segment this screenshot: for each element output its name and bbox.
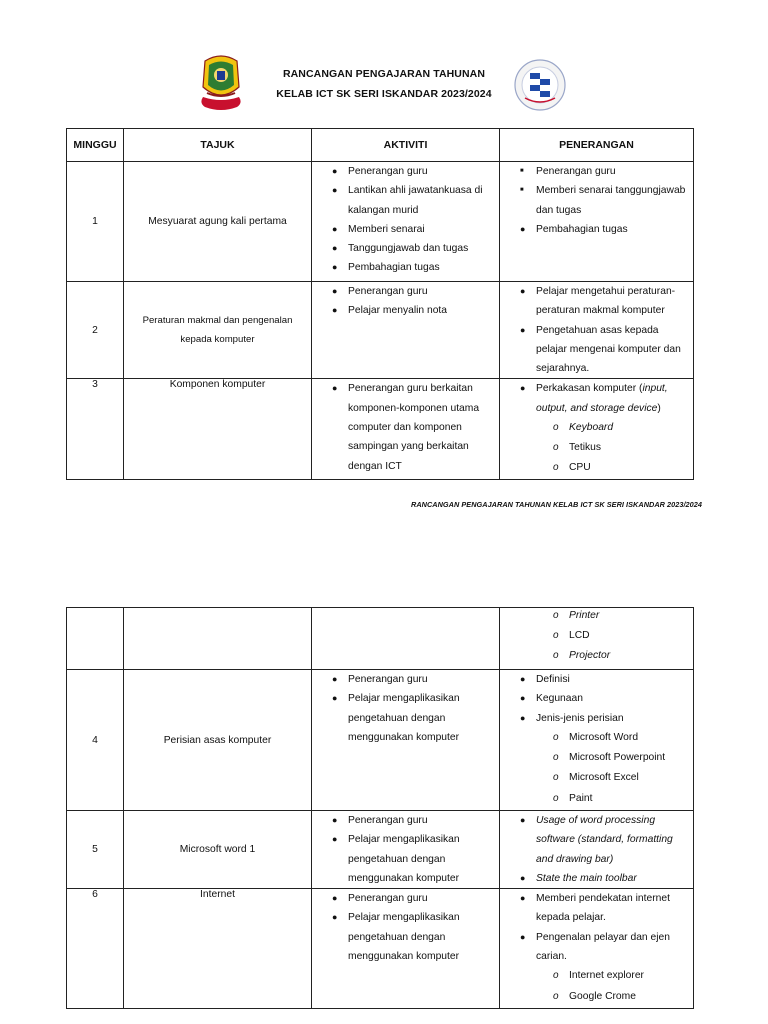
sub-list-item — [500, 728, 693, 748]
list-item — [312, 689, 499, 747]
week-number: 4 — [67, 670, 124, 811]
bullet-icon: ● — [332, 185, 338, 196]
explanation-text: Memberi pendekatan internet kepada pelajar. — [536, 893, 670, 924]
circle-bullet-icon: o — [553, 442, 559, 454]
sub-item-text: Internet explorer — [569, 970, 644, 982]
list-item — [500, 670, 693, 689]
lesson-plan-table-part-1 — [66, 128, 694, 480]
circle-bullet-icon: o — [553, 630, 559, 642]
sub-item-text: Paint — [569, 792, 593, 804]
explanation-cell — [500, 889, 694, 1009]
sub-item-text: LCD — [569, 630, 590, 642]
bullet-icon: ● — [332, 693, 338, 704]
activity-text: Tanggungjawab dan tugas — [348, 243, 469, 255]
week-number: 5 — [67, 811, 124, 889]
bullet-icon: ● — [520, 324, 526, 335]
topic: Mesyuarat agung kali pertama — [124, 162, 312, 282]
sub-item-text: Tetikus — [569, 442, 602, 454]
explanation-text: Kegunaan — [536, 693, 583, 705]
week-number: 1 — [67, 162, 124, 282]
table-row — [67, 162, 694, 282]
activity-text: Pelajar menyalin nota — [348, 305, 448, 317]
week-number: 6 — [67, 889, 124, 1009]
list-item — [500, 282, 693, 321]
explanation-text: State the main toolbar — [536, 872, 637, 884]
activity-text: Penerangan guru berkaitan komponen-komponen utama computer dan komponen sampingan yang berkaitan dengan ICT — [348, 383, 480, 472]
sub-list-item — [500, 748, 693, 768]
bullet-icon: ● — [332, 262, 338, 273]
explanation-cell — [500, 811, 694, 889]
running-footer: RANCANGAN PENGAJARAN TAHUNAN KELAB ICT SK SERI ISKANDAR 2023/2024 — [411, 500, 702, 509]
activity-text: Pelajar mengaplikasikan pengetahuan dengan menggunakan komputer — [348, 693, 460, 743]
sub-item-text: CPU — [569, 462, 591, 474]
sub-item-text: Keyboard — [569, 422, 614, 434]
table-row — [67, 811, 694, 889]
bullet-icon: ● — [332, 166, 338, 176]
topic: Perisian asas komputer — [124, 670, 312, 811]
sub-list-item — [500, 789, 693, 809]
bullet-icon: ● — [520, 383, 526, 394]
activity-cell — [312, 162, 500, 282]
bullet-icon: ● — [520, 815, 526, 825]
activity-cell — [312, 379, 500, 479]
topic: Microsoft word 1 — [124, 811, 312, 889]
explanation-italic-text: input, output, and storage device — [536, 383, 668, 414]
activity-cell — [312, 282, 500, 379]
list-item — [500, 379, 693, 418]
week-number: 2 — [67, 282, 124, 379]
bullet-icon: ● — [332, 815, 338, 825]
bullet-icon: ● — [520, 872, 526, 883]
table-row — [67, 889, 694, 1009]
week-number — [67, 608, 124, 670]
explanation-cell — [500, 282, 694, 379]
circle-bullet-icon: o — [553, 610, 559, 621]
sub-list-item — [500, 458, 693, 478]
list-item — [500, 181, 693, 220]
explanation-text: Memberi senarai tanggungjawab dan tugas — [536, 185, 686, 216]
sub-item-text: Microsoft Excel — [569, 772, 639, 784]
sub-list-item — [500, 626, 693, 646]
topic — [124, 608, 312, 670]
list-item — [500, 162, 693, 181]
table-header-row — [67, 129, 694, 162]
explanation-text: Perkakasan komputer ( — [536, 383, 643, 395]
explanation-text: Pengetahuan asas kepada pelajar mengenai komputer dan sejarahnya. — [536, 324, 681, 375]
sub-list-item — [500, 987, 693, 1007]
explanation-text: Pembahagian tugas — [536, 223, 628, 235]
activity-text: Penerangan guru — [348, 893, 428, 905]
explanation-text: Pengenalan pelayar dan ejen carian. — [536, 931, 670, 963]
list-item — [312, 811, 499, 830]
sub-list-item — [500, 966, 693, 986]
list-item — [312, 908, 499, 966]
activity-cell — [312, 608, 500, 670]
activity-text: Penerangan guru — [348, 166, 428, 177]
explanation-cell — [500, 608, 694, 670]
sub-list-item — [500, 768, 693, 788]
explanation-text: Pelajar mengetahui peraturan-peraturan makmal komputer — [536, 286, 676, 317]
bullet-icon: ● — [520, 286, 526, 296]
header-aktiviti: AKTIVITI — [312, 129, 500, 162]
list-item — [500, 220, 693, 239]
list-item — [312, 282, 499, 301]
bullet-icon: ● — [520, 931, 526, 942]
activity-text: Pembahagian tugas — [348, 262, 440, 274]
list-item — [312, 830, 499, 888]
activity-text: Lantikan ahli jawatankuasa di kalangan murid — [348, 185, 483, 216]
explanation-cell — [500, 162, 694, 282]
list-item — [500, 928, 693, 967]
circle-bullet-icon: o — [553, 462, 559, 474]
bullet-icon: ● — [332, 674, 338, 684]
sub-item-text: Projector — [569, 650, 611, 662]
activity-text: Penerangan guru — [348, 674, 428, 685]
square-bullet-icon: ■ — [520, 168, 524, 174]
circle-bullet-icon: o — [553, 752, 559, 764]
activity-text: Memberi senarai — [348, 223, 425, 235]
sub-item-text: Printer — [569, 610, 600, 621]
bullet-icon: ● — [520, 693, 526, 704]
bullet-icon: ● — [332, 305, 338, 316]
title-line-1: RANCANGAN PENGAJARAN TAHUNAN — [282, 68, 486, 80]
explanation-text: Penerangan guru — [536, 166, 616, 177]
header-penerangan: PENERANGAN — [500, 129, 694, 162]
explanation-cell — [500, 670, 694, 811]
table-row — [67, 379, 694, 479]
sub-list-item — [500, 438, 693, 458]
sub-list-item — [500, 646, 693, 666]
circle-bullet-icon: o — [553, 650, 559, 662]
bullet-icon: ● — [332, 834, 338, 845]
explanation-cell — [500, 379, 694, 479]
sub-item-text: Microsoft Powerpoint — [569, 752, 666, 764]
explanation-text: Jenis-jenis perisian — [536, 712, 624, 724]
circle-bullet-icon: o — [553, 990, 559, 1002]
sub-item-text: Google Crome — [569, 990, 636, 1002]
circle-bullet-icon: o — [553, 792, 559, 804]
list-item — [312, 889, 499, 908]
topic: Internet — [124, 889, 312, 1009]
bullet-icon: ● — [520, 674, 526, 684]
bullet-icon: ● — [332, 912, 338, 923]
explanation-text: ) — [657, 402, 661, 414]
circle-bullet-icon: o — [553, 731, 559, 743]
activity-cell — [312, 670, 500, 811]
list-item — [500, 811, 693, 869]
bullet-icon: ● — [332, 893, 338, 904]
bullet-icon: ● — [332, 243, 338, 254]
list-item — [312, 301, 499, 320]
list-item — [312, 670, 499, 689]
sub-item-text: Microsoft Word — [569, 731, 639, 743]
sub-list-item — [500, 606, 693, 626]
list-item — [500, 889, 693, 928]
bullet-icon: ● — [332, 286, 338, 296]
activity-cell — [312, 889, 500, 1009]
header-tajuk: TAJUK — [124, 129, 312, 162]
activity-cell — [312, 811, 500, 889]
week-number: 3 — [67, 379, 124, 479]
list-item — [312, 258, 499, 277]
bullet-icon: ● — [520, 893, 526, 904]
bullet-icon: ● — [520, 712, 526, 723]
list-item — [312, 379, 499, 475]
square-bullet-icon: ■ — [520, 187, 524, 194]
document-title — [250, 64, 518, 104]
bullet-icon: ● — [332, 383, 338, 394]
list-item — [500, 321, 693, 379]
list-item — [500, 709, 693, 728]
title-line-2: KELAB ICT SK SERI ISKANDAR 2023/2024 — [276, 88, 492, 100]
kpm-logo — [513, 58, 567, 112]
lesson-plan-table-part-2 — [66, 607, 694, 1009]
header-minggu: MINGGU — [67, 129, 124, 162]
circle-bullet-icon: o — [553, 970, 559, 982]
list-item — [500, 869, 693, 888]
list-item — [312, 162, 499, 181]
bullet-icon: ● — [332, 223, 338, 234]
list-item — [500, 689, 693, 708]
sub-list-item — [500, 418, 693, 438]
table-row — [67, 608, 694, 670]
circle-bullet-icon: o — [553, 422, 559, 434]
topic: Komponen komputer — [124, 379, 312, 479]
bullet-icon: ● — [520, 223, 526, 234]
list-item — [312, 239, 499, 258]
circle-bullet-icon: o — [553, 772, 559, 784]
activity-text: Penerangan guru — [348, 815, 428, 826]
table-row — [67, 282, 694, 379]
activity-text: Penerangan guru — [348, 286, 428, 297]
topic: Peraturan makmal dan pengenalan kepada komputer — [124, 282, 312, 379]
activity-text: Pelajar mengaplikasikan pengetahuan dengan menggunakan komputer — [348, 834, 460, 884]
table-row — [67, 670, 694, 811]
explanation-text: Definisi — [536, 674, 570, 685]
list-item — [312, 181, 499, 220]
explanation-text: Usage of word processing software (standard, formatting and drawing bar) — [536, 815, 673, 865]
activity-text: Pelajar mengaplikasikan pengetahuan dengan menggunakan komputer — [348, 912, 460, 963]
list-item — [312, 220, 499, 239]
school-crest-logo — [197, 53, 245, 111]
